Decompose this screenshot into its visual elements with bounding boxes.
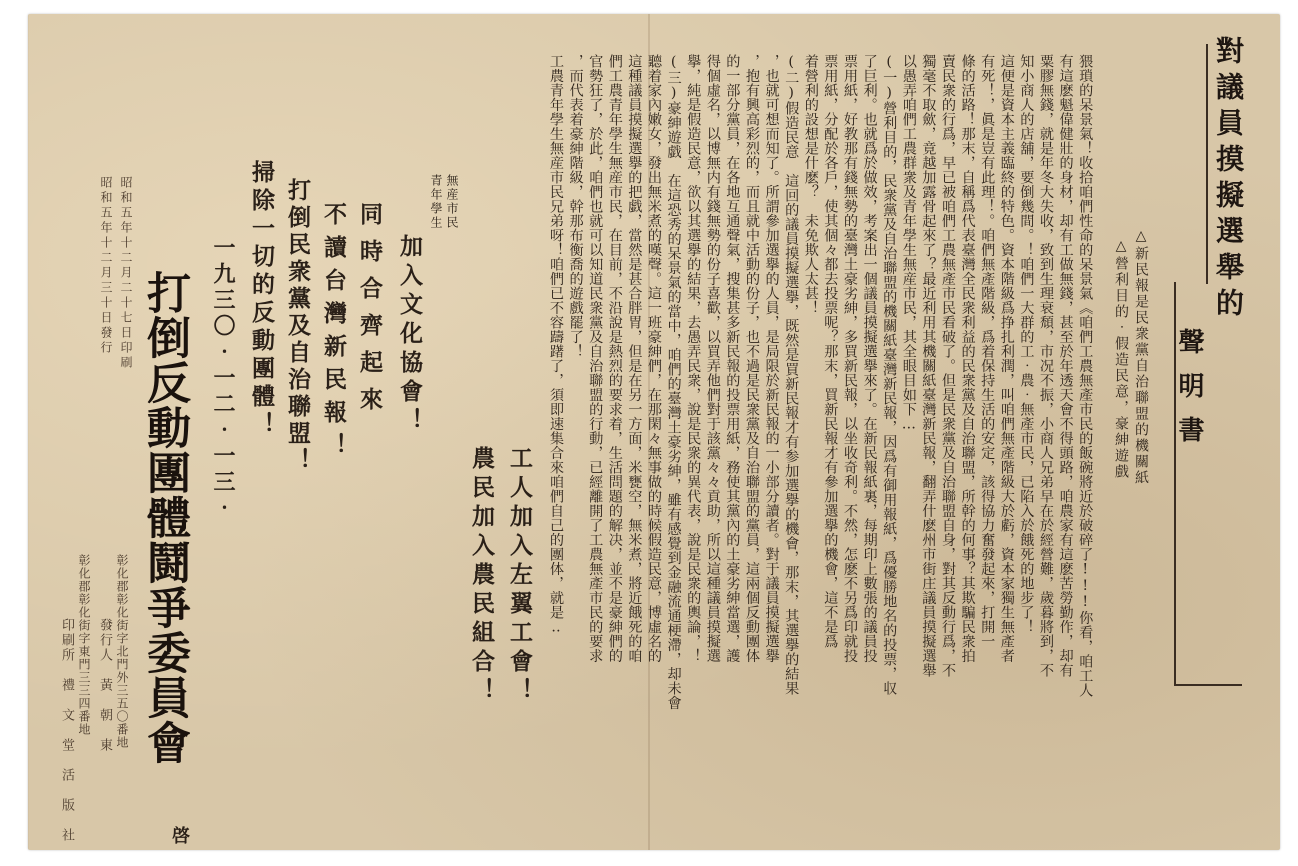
slogan-prefix: 青年學生 bbox=[429, 174, 443, 230]
slogan: 農民加入農民組合！ bbox=[468, 446, 495, 707]
body-column: 們工農青年學生無産市民，在目前，不沿說是熱烈的要求着，生活問題的解决，並不是豪紳們的 bbox=[606, 54, 623, 663]
document-title: 對議員摸擬選舉的 bbox=[1212, 36, 1245, 324]
document-subtitle: 聲明書 bbox=[1174, 328, 1204, 460]
body-column: (二)假造民意 這回的議員摸擬選擧，既然是買新民報才有参加選擧的機會，那末，其選擧的結果 bbox=[783, 54, 800, 696]
publisher-line: 彰化郡彰化街字北門外三五〇番地 bbox=[115, 554, 129, 749]
body-column: 得個虛名，以博無内有錢無勢的份子喜歡，以買弄他們對于該黨々々貢助，所以這種議員摸擬選 bbox=[704, 54, 721, 663]
publisher-line: 彰化郡彰化街字東門三三四番地 bbox=[77, 554, 91, 736]
subhead: △新民報是民衆黨自治聯盟的機關紙 bbox=[1133, 228, 1149, 486]
subhead: △營利目的‧假造民意，豪紳遊戲 bbox=[1113, 238, 1129, 480]
body-column: 擧，純是假造民意，欲以其選擧的結果，去愚弄民衆，說是民衆的異代表，說是民衆的輿論，！ bbox=[685, 54, 702, 663]
body-column: 以愚弄咱們工農群衆及青年學生無産市民，其全眼目如下… bbox=[900, 54, 917, 433]
body-column: 票用紙，好教那有錢無勢的臺灣土豪劣紳，多買新民報，以坐收奇利。不然，怎麽不另爲印就投 bbox=[842, 54, 858, 663]
body-column: (三)豪紳遊戯 在這恐秀的呆景氣的當中，咱們的臺灣土豪劣紳，雖有感覺到金融流通梗滯，却未會 bbox=[665, 54, 682, 711]
body-column: (一)營利目的，民衆黨及自治聯盟的機關紙臺灣新民報，因爲有御用報紙，爲優勝地名的投票，収 bbox=[881, 54, 898, 696]
slogan: 不讀台灣新民報！ bbox=[320, 202, 347, 466]
body-column: 猥瑣的呆景氣！收拾咱們性命的呆景氣《咱們工農無產市民的飯碗將近於破碎了!!!你看，咱工人 bbox=[1077, 54, 1094, 698]
body-column: ，抱有興高彩烈的，而且就中活動的份子，也不過是民衆黨及自治聯盟的黨員，這兩個反動團体 bbox=[744, 54, 760, 663]
main-slogan-suffix: 啓 bbox=[169, 826, 190, 844]
body-column: 了巨利。也就爲於做效，考案出一個議員摸擬選擧來了。在新民報紙裏，每期印上數張的議員投 bbox=[861, 54, 878, 663]
body-column: 票用紙，分配於各戶，使其個々都去投票呢？那末，買新民報才有參加選擧的機會，這不是爲 bbox=[822, 54, 839, 649]
body-column: 賣民衆的行爲，早已被咱們工農無產市民看破了。但是民衆黨及自治聯盟自身，對其反動行爲，不 bbox=[940, 54, 956, 678]
slogan: 掃除一切的反動團體！ bbox=[248, 160, 275, 440]
body-column: 有這麽魁偉健壯的身材，却有工做無錢，甚至於年透天會不得頭路，咱農家有這麽苦勞勤作，却有 bbox=[1057, 54, 1074, 678]
body-column: 着營利的設想是什麽？ 未免欺人太甚！ bbox=[802, 54, 819, 315]
publisher-line: 發行人 黃 朝 東 bbox=[97, 618, 112, 753]
colophon-line: 昭和五年十二月三十日發行 bbox=[99, 176, 113, 356]
body-column: 有死！，眞是豈有此理！。咱們無產階級，爲着保持生活的安定，該得協力奮發起來，打開一 bbox=[979, 54, 996, 649]
body-column: 的一部分黨員，在各地互通聲氣，搜集甚多新民報的投票用紙，務使其黨內的土豪劣紳當選，護 bbox=[724, 54, 741, 663]
slogan: 同時合齊起來 bbox=[356, 202, 383, 424]
body-column: ，而代表着豪紳階級，幹那布衡喬的遊戲罷了！ bbox=[567, 54, 584, 359]
slogan-prefix: 無産市民 bbox=[445, 174, 459, 230]
body-column: 條的活路！那末，自稱爲代表臺灣全民衆利益的民衆黨及自治聯盟，所幹的何事？其欺騙民衆拍 bbox=[959, 54, 976, 663]
publisher-line: 印刷所 禮 文 堂 活 版 社 bbox=[59, 618, 74, 843]
body-column: 獨毫不取歛，竟越加露骨起來了？最近利用其機關紙臺灣新民報，翻弄什麽州市街庄議員摸擬選舉 bbox=[920, 54, 937, 678]
body-column: 這便是資本主義臨終的特色。資本階級爲挣扎利潤，叫咱們無產階級大於虧，資本家獨生無產者 bbox=[998, 54, 1015, 663]
body-column: 聽着家內嫩女，發出無米煮的嘆聲。這一班豪紳們，在那閑々無事做的時候假造民意，博虛名的 bbox=[646, 54, 662, 663]
slogan: 打倒民衆黨及自治聯盟！ bbox=[284, 178, 311, 475]
date: 一九三〇‧一二‧一三‧ bbox=[210, 236, 236, 522]
slogan: 加入文化協會！ bbox=[396, 234, 423, 437]
body-column: ，也就可想而知了。所謂參加選擧的人員，是局限於新民報的一小部分讀者。對于議員摸擬選擧 bbox=[763, 54, 780, 663]
body-column: 官勢狂了，於此，咱們也就可以知道民衆黨及自治聯盟的行動，已經離開了工農無產市民的要求 bbox=[587, 54, 604, 663]
body-column: 這種議員摸擬選擧的把戯，當然是甚合胖胃，但是在另一方面，米甕空，無米煮，將近餓死的咱 bbox=[626, 54, 643, 663]
body-column: 粟膠無錢，就是年冬大失收，致到生理衰頹，市况不振，小商人兄弟早在於經營難，歲暮將到，不 bbox=[1038, 54, 1054, 678]
slogan: 工人加入左翼工會！ bbox=[506, 446, 533, 707]
body-column: 工農青年學生無産市民兄弟呀！咱們已不容躊躇了，須即速集合來咱們自己的團体，就是‥ bbox=[548, 54, 564, 636]
main-slogan: 打倒反動團體鬪爭委員會 bbox=[139, 270, 190, 765]
document-paper bbox=[28, 14, 1280, 850]
body-column: 知小商人的店舖，要倒幾間。！咱們一大群的工‧農‧無產市民，已陷入於餓死的地步了！ bbox=[1018, 54, 1035, 634]
colophon-line: 昭和五年十二月二十七日印刷 bbox=[119, 176, 133, 371]
